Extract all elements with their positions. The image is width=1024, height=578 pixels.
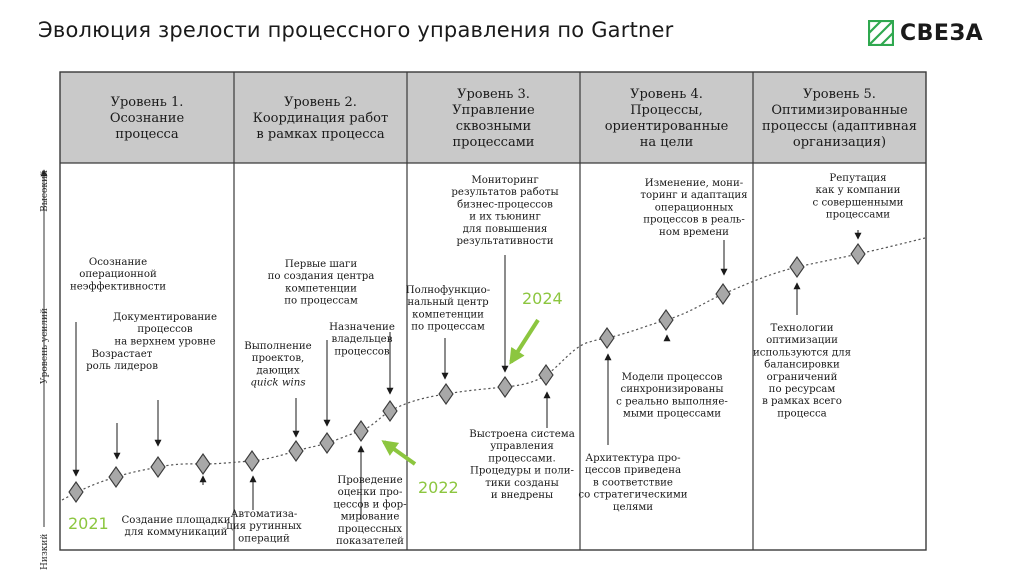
axis-high-label: Высокий — [40, 170, 50, 212]
milestone-diamond — [539, 365, 553, 385]
level-header-5: Уровень 5. Оптимизированные процессы (адаптивная организация) — [762, 87, 917, 150]
annotation-arrows — [76, 230, 858, 520]
year-label-2022: 2022 — [418, 478, 459, 497]
page-title: Эволюция зрелости процессного управления по Gartner — [38, 18, 674, 42]
milestone-diamond — [498, 377, 512, 397]
axis-low-label: Низкий — [40, 533, 50, 570]
year-label-2024: 2024 — [522, 289, 563, 308]
annotation-a5: Первые шаги по создания центра компетенции по процессам — [267, 259, 375, 307]
annotations — [70, 173, 904, 547]
milestone-diamond — [245, 451, 259, 471]
annotation-a1: Осознание операционной неэффективности — [69, 257, 167, 293]
year-label-2021: 2021 — [68, 514, 109, 533]
annotation-a13: Изменение, мони-торинг и адаптация операционных процессов в реаль-ном времени — [640, 178, 748, 238]
milestone-diamond — [790, 257, 804, 277]
level-header-4: Уровень 4. Процессы, ориентированные на цели — [604, 87, 729, 150]
milestones — [69, 244, 865, 502]
milestone-diamond — [69, 482, 83, 502]
annotation-a10: Мониторинг результатов работы бизнес-процессов и их тьюнинг для повышения результативности — [451, 175, 559, 247]
annotation-a12: Выстроена система управления процессами. Процедуры и поли-тики созданы и внедрены — [469, 429, 575, 501]
annotation-a14: Модели процессов синхронизированы с реально выполняе-мыми процессами — [616, 372, 728, 420]
annotation-a16: Репутация как у компании с совершенными процессами — [812, 173, 904, 221]
milestone-diamond — [851, 244, 865, 264]
milestone-diamond — [600, 328, 614, 348]
milestone-diamond — [716, 284, 730, 304]
year-arrow — [511, 320, 538, 362]
milestone-diamond — [320, 433, 334, 453]
annotation-a8: Автоматиза-ция рутинных операций — [226, 509, 302, 545]
milestone-diamond — [354, 421, 368, 441]
year-arrow — [384, 442, 415, 464]
logo-text: СВЕЗА — [900, 20, 984, 46]
annotation-a4: Создание площадки для коммуникаций — [121, 515, 231, 539]
milestone-diamond — [196, 454, 210, 474]
level-header-2: Уровень 2. Координация работ в рамках процесса — [252, 95, 389, 142]
annotation-a11: Полнофункцио-нальный центр компетенции по процессам — [405, 285, 491, 333]
milestone-diamond — [109, 467, 123, 487]
level-header-3: Уровень 3. Управление сквозными процессами — [452, 87, 535, 150]
milestone-diamond — [439, 384, 453, 404]
level-header-1: Уровень 1. Осознание процесса — [109, 95, 185, 142]
axis-mid-label: Уровень усилий — [40, 308, 50, 384]
annotation-a7: Назначение владельцев процессов — [329, 322, 395, 358]
annotation-a17: Технологии оптимизации используются для балансировки ограничений по ресурсам в рамках всего процесса — [752, 323, 852, 420]
annotation-a2: Документирование процессов на верхнем уровне — [112, 312, 218, 348]
annotation-a6: Выполнение проектов, дающих quick wins — [244, 341, 312, 389]
effort-axis — [40, 170, 50, 570]
milestone-diamond — [151, 457, 165, 477]
annotation-a3: Возрастает роль лидеров — [86, 349, 158, 373]
milestone-diamond — [659, 310, 673, 330]
annotation-a9: Проведение оценки про-цессов и фор-мирование процессных показателей — [333, 475, 407, 547]
milestone-diamond — [383, 401, 397, 421]
annotation-a15: Архитектура про-цессов приведена в соответствие со стратегическими целями — [578, 453, 688, 513]
milestone-diamond — [289, 441, 303, 461]
